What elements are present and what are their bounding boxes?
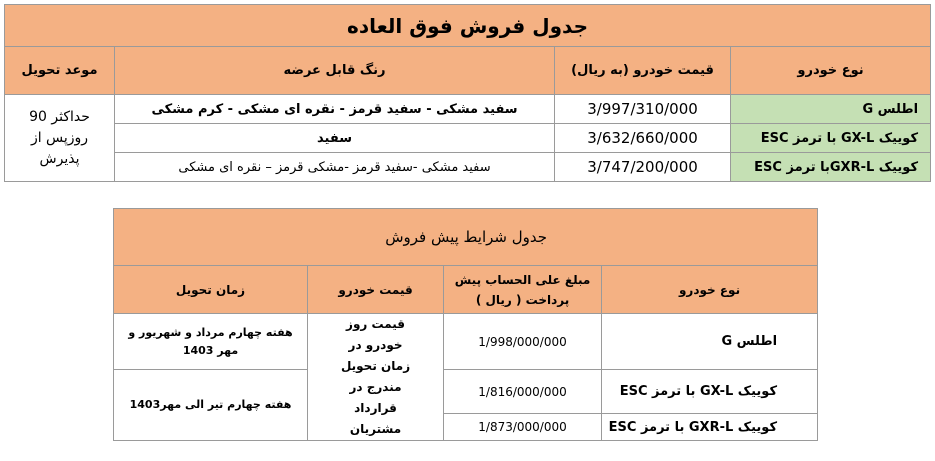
- car-name: کوییک GXR-Lبا ترمز ESC: [731, 153, 931, 182]
- regular-sales-table: [4, 4, 931, 182]
- header-prepayment: مبلغ علی الحساب پیش پرداخت ( ریال ): [444, 266, 602, 314]
- header-car-type: نوع خودرو: [602, 266, 818, 314]
- table-row: [5, 95, 931, 124]
- car-price: 3/997/310/000: [555, 95, 731, 124]
- price-note: قیمت روز خودرو در زمان تحویل مندرج در قرارداد مشتریان: [308, 314, 444, 441]
- table-row: [5, 153, 931, 182]
- table-row: [5, 124, 931, 153]
- car-name: کوییک GXR-L با ترمز ESC: [602, 414, 818, 441]
- header-available-colors: رنگ قابل عرضه: [115, 47, 555, 95]
- car-price: 3/747/200/000: [555, 153, 731, 182]
- header-car-price: قیمت خودرو: [308, 266, 444, 314]
- car-name: کوییک GX-L با ترمز ESC: [602, 370, 818, 414]
- car-name: اطلس G: [602, 314, 818, 370]
- regular-sales-title: جدول فروش فوق العاده: [5, 5, 931, 47]
- prepayment-amount: 1/998/000/000: [444, 314, 602, 370]
- table-row: [114, 370, 818, 414]
- header-delivery-time: زمان تحویل: [114, 266, 308, 314]
- prepayment-amount: 1/816/000/000: [444, 370, 602, 414]
- car-name: اطلس G: [731, 95, 931, 124]
- presale-table: [113, 208, 818, 441]
- presale-title: جدول شرایط پیش فروش: [114, 209, 818, 266]
- delivery-terms: حداکثر 90 روزپس از پذیرش: [5, 95, 115, 182]
- car-price: 3/632/660/000: [555, 124, 731, 153]
- car-name: کوییک GX-L با ترمز ESC: [731, 124, 931, 153]
- delivery-time: هفته چهارم مرداد و شهریور و مهر 1403: [114, 314, 308, 370]
- prepayment-amount: 1/873/000/000: [444, 414, 602, 441]
- header-car-price: قیمت خودرو (به ریال): [555, 47, 731, 95]
- delivery-time: هفته چهارم تیر الی مهر1403: [114, 370, 308, 441]
- car-colors: سفید مشکی - سفید قرمز - نقره ای مشکی - کرم مشکی: [115, 95, 555, 124]
- header-delivery-date: موعد تحویل: [5, 47, 115, 95]
- car-colors: سفید: [115, 124, 555, 153]
- car-colors: سفید مشکی -سفید قرمز -مشکی قرمز – نقره ای مشکی: [115, 153, 555, 182]
- header-car-type: نوع خودرو: [731, 47, 931, 95]
- table-row: [114, 314, 818, 370]
